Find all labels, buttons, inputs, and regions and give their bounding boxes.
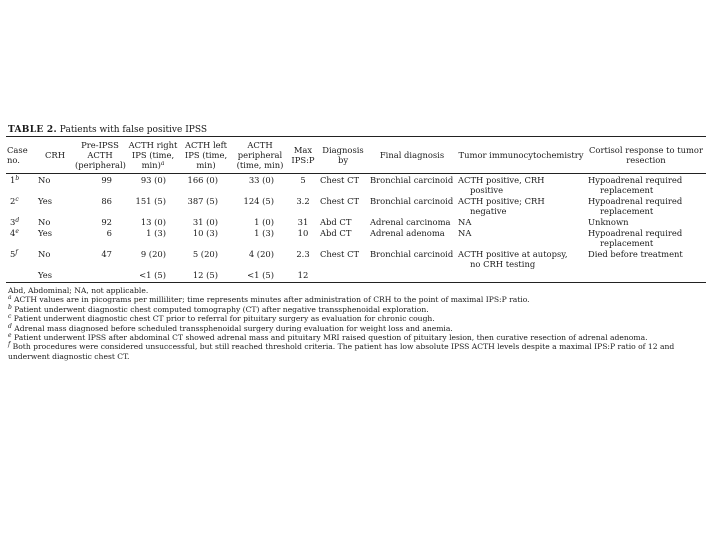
cell-case	[6, 269, 36, 283]
cell-crh: No	[38, 175, 51, 185]
column-header: Pre-IPSS ACTH (peripheral)	[75, 140, 126, 170]
cell-periph: 1 (0)	[254, 217, 274, 227]
cell-right: <1 (5)	[139, 270, 166, 280]
cell-case: 5$^f$	[10, 249, 18, 259]
cell-dx: Chest CT	[320, 249, 360, 259]
cell-immuno: ACTH positive, CRH positive	[458, 175, 545, 195]
cell-max: 12	[297, 270, 309, 280]
footnote: $^f$ Both procedures were considered unsuccessful, but still reached threshold criteria. The patient has low absolute IPSS ACTH levels despite a maximal IPS:P ratio of 12 and	[8, 341, 675, 352]
cell-pre: 47	[101, 249, 112, 259]
cell-crh: No	[38, 249, 51, 259]
cell-max: 5	[300, 175, 306, 185]
cell-right: 1 (3)	[146, 228, 166, 238]
table-row	[6, 195, 706, 216]
cell-right: 13 (0)	[140, 217, 166, 227]
cell-dx: Chest CT	[320, 196, 360, 206]
cell-max: 2.3	[296, 249, 310, 259]
cell-max: 10	[297, 228, 309, 238]
column-header: Max IPS:P	[291, 145, 315, 165]
cell-cortisol: Died before treatment	[588, 249, 683, 259]
footnote: $^d$ Adrenal mass diagnosed before scheduled transsphenoidal surgery during evaluation for weight loss and anemia.	[8, 322, 453, 333]
cell-final: Bronchial carcinoid	[370, 175, 454, 185]
cell-crh: No	[38, 217, 51, 227]
cell-left: 5 (20)	[192, 249, 218, 259]
cell-crh: Yes	[38, 270, 53, 280]
table-row	[6, 216, 706, 227]
cell-pre: 6	[106, 228, 112, 238]
footnote: $^a$ ACTH values are in picograms per milliliter; time represents minutes after administration of CRH to the point of maximal IPS:P ratio.	[8, 294, 530, 305]
cell-crh: Yes	[38, 228, 53, 238]
cell-final: Adrenal adenoma	[370, 228, 445, 238]
cell-right: 93 (0)	[140, 175, 166, 185]
cell-periph: <1 (5)	[247, 270, 274, 280]
cell-left: 12 (5)	[192, 270, 218, 280]
table-footnotes	[6, 286, 708, 361]
table-header-row	[6, 137, 706, 174]
column-header: CRH	[44, 150, 66, 160]
cell-case: 3$^d$	[10, 217, 20, 227]
footnote: underwent diagnostic chest CT.	[8, 351, 130, 361]
cell-max: 3.2	[296, 196, 310, 206]
cell-cortisol: Unknown	[588, 217, 629, 227]
cell-cortisol: Hypoadrenal required replacement	[588, 175, 683, 195]
cell-dx: Abd CT	[320, 228, 352, 238]
cell-crh: Yes	[38, 196, 53, 206]
footnote: $^e$ Patient underwent IPSS after abdominal CT showed adrenal mass and pituitary MRI raised question of pituitary lesion, then curative resection of adrenal adenoma.	[8, 332, 648, 343]
table-row	[6, 227, 706, 248]
cell-immuno: NA	[458, 228, 472, 238]
cell-dx: Abd CT	[320, 217, 352, 227]
cell-case: 2$^c$	[10, 196, 19, 206]
patients-table	[6, 136, 706, 283]
cell-final: Bronchial carcinoid	[370, 196, 454, 206]
cell-right: 151 (5)	[135, 196, 166, 206]
cell-cortisol: Hypoadrenal required replacement	[588, 196, 683, 216]
column-header: ACTH right IPS (time, min)$^a$	[128, 140, 178, 170]
cell-immuno: ACTH positive at autopsy, no CRH testing	[458, 249, 568, 269]
table-caption: Patients with false positive IPSS	[59, 125, 207, 135]
table-label: TABLE 2.	[8, 125, 57, 135]
cell-immuno: NA	[458, 217, 472, 227]
cell-immuno: ACTH positive; CRH negative	[458, 196, 545, 216]
column-header: ACTH left IPS (time, min)	[184, 140, 228, 170]
column-header: Case no.	[7, 145, 28, 165]
column-header: Diagnosis by	[322, 145, 364, 165]
footnote: $^c$ Patient underwent diagnostic chest CT prior to referral for pituitary surgery as evaluation for chronic cough.	[8, 313, 435, 324]
cell-periph: 124 (5)	[243, 196, 274, 206]
cell-left: 31 (0)	[192, 217, 218, 227]
cell-case: 1$^b$	[10, 175, 20, 185]
column-header: Tumor immunocytochemistry	[458, 150, 584, 160]
cell-dx	[318, 269, 368, 283]
cell-left: 166 (0)	[187, 175, 218, 185]
table-document	[6, 124, 706, 361]
cell-final	[368, 269, 456, 283]
table-title	[8, 124, 706, 136]
cell-final: Bronchial carcinoid	[370, 249, 454, 259]
cell-left: 10 (3)	[192, 228, 218, 238]
cell-final: Adrenal carcinoma	[370, 217, 451, 227]
column-header: ACTH peripheral (time, min)	[236, 140, 284, 170]
cell-periph: 1 (3)	[254, 228, 274, 238]
cell-right: 9 (20)	[140, 249, 166, 259]
table-row	[6, 269, 706, 283]
cell-pre	[74, 269, 126, 283]
cell-max: 31	[297, 217, 309, 227]
cell-pre: 92	[101, 217, 112, 227]
cell-left: 387 (5)	[187, 196, 218, 206]
cell-immuno	[456, 269, 586, 283]
column-header: Cortisol response to tumor resection	[589, 145, 703, 165]
table-row	[6, 174, 706, 196]
cell-cortisol	[586, 269, 706, 283]
footnote: Abd, Abdominal; NA, not applicable.	[8, 286, 149, 295]
cell-case: 4e	[10, 228, 19, 238]
cell-dx: Chest CT	[320, 175, 360, 185]
footnote: $^b$ Patient underwent diagnostic chest computed tomography (CT) after negative transsphenoidal exploration.	[8, 303, 429, 314]
cell-periph: 4 (20)	[248, 249, 274, 259]
cell-cortisol: Hypoadrenal required replacement	[588, 228, 683, 248]
cell-pre: 99	[101, 175, 112, 185]
cell-periph: 33 (0)	[248, 175, 274, 185]
cell-pre: 86	[101, 196, 112, 206]
table-row	[6, 248, 706, 269]
column-header: Final diagnosis	[379, 150, 445, 160]
